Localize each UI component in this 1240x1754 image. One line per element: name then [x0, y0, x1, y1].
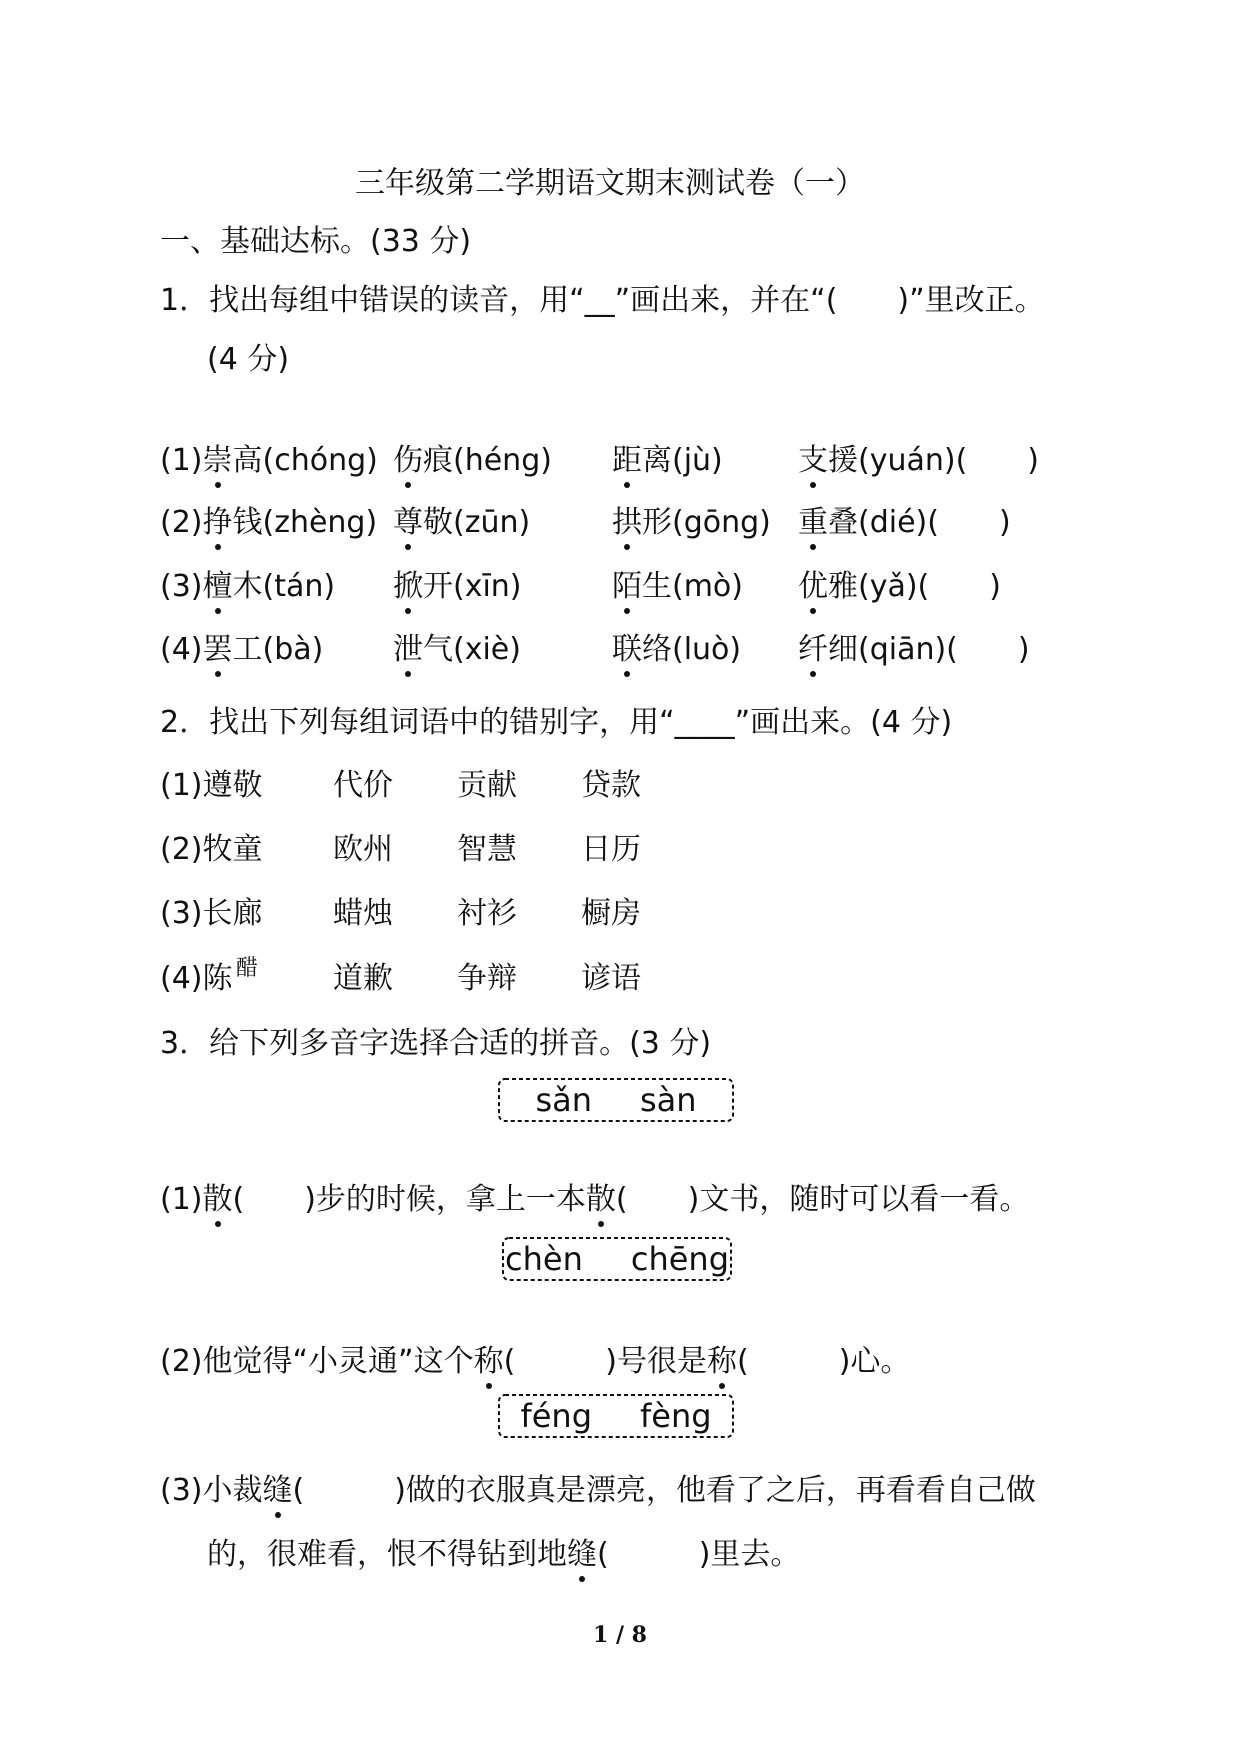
marked-char: 缝 [567, 1529, 597, 1573]
word-item: 谚语 [581, 961, 641, 996]
q3-sentence-2 [160, 1336, 910, 1380]
marked-char: 伤 [393, 435, 423, 479]
pinyin-item [612, 624, 741, 668]
sentence-text: 的，很难看，恨不得钻到地 [207, 1537, 567, 1572]
sentence-text: ( )做的衣服真是漂亮，他看了之后，再看看自己做 [292, 1473, 1036, 1508]
marked-char: 罢 [203, 624, 233, 668]
pinyin-text: 开(xīn) [423, 569, 522, 604]
sentence-number: (1) [160, 1182, 203, 1217]
pinyin-text: 高(chóng) [232, 443, 378, 478]
row-number: (2) [160, 505, 203, 540]
pinyin-item [393, 435, 552, 479]
marked-char: 重 [798, 497, 828, 541]
sentence-text: ( )步的时候，拿上一本 [232, 1182, 586, 1217]
pinyin-item [160, 561, 335, 605]
marked-char: 支 [798, 435, 828, 479]
q1-stem: 1．找出每组中错误的读音，用“__”画出来，并在“( )”里改正。 [160, 283, 1045, 318]
sentence-text: (3)小裁 [160, 1473, 263, 1508]
pinyin-text: 形(gōng) [642, 505, 771, 540]
pinyin-item [160, 435, 378, 479]
word-item: (1)遵敬 [160, 768, 263, 803]
row-number: (3) [160, 569, 203, 604]
marked-char: 掀 [393, 561, 423, 605]
pinyin-text: 离(jù) [642, 443, 723, 478]
pinyin-item [393, 561, 522, 605]
q3-sentence-3a [160, 1465, 1036, 1509]
pinyin-text: 气(xiè) [423, 632, 521, 667]
pinyin-item [798, 561, 1001, 605]
word-item: 橱房 [581, 896, 641, 931]
pinyin-option: chēng [630, 1240, 729, 1278]
word-item: 代价 [333, 768, 393, 803]
q1-score: (4 分) [207, 342, 290, 377]
word-item: 日历 [581, 832, 641, 867]
pinyin-option: sàn [640, 1081, 697, 1119]
row-number: (4) [160, 632, 203, 667]
word-item: 欧州 [333, 832, 393, 867]
pinyin-text: 敬(zūn) [423, 505, 531, 540]
pinyin-item [160, 497, 377, 541]
marked-char: 缝 [263, 1465, 293, 1509]
pinyin-text: 叠(dié)( ) [828, 505, 1011, 540]
word-item: (4)陈 [160, 961, 233, 996]
word-item: 智慧 [457, 832, 517, 867]
marked-char: 优 [798, 561, 828, 605]
marked-char: 挣 [203, 497, 233, 541]
pinyin-text: 生(mò) [642, 569, 743, 604]
page-title: 三年级第二学期语文期末测试卷（一） [355, 166, 865, 201]
q3-sentence-3b [207, 1529, 800, 1573]
pinyin-item [393, 624, 521, 668]
word-item: 贡献 [457, 768, 517, 803]
pinyin-text: 雅(yǎ)( ) [828, 569, 1001, 604]
sentence-text: ( )文书，随时可以看一看。 [615, 1182, 1030, 1217]
pinyin-box-3 [496, 1392, 736, 1440]
marked-char: 距 [612, 435, 642, 479]
marked-char: 泄 [393, 624, 423, 668]
pinyin-text: 工(bà) [232, 632, 324, 667]
marked-char: 拱 [612, 497, 642, 541]
pinyin-option: fèng [640, 1397, 712, 1435]
sentence-text: (2)他觉得“小灵通”这个 [160, 1344, 474, 1379]
row-number: (1) [160, 443, 203, 478]
word-item: 衬衫 [457, 896, 517, 931]
pinyin-item [612, 561, 743, 605]
pinyin-text: 细(qiān)( ) [828, 632, 1030, 667]
marked-char: 联 [612, 624, 642, 668]
marked-char: 散 [586, 1174, 616, 1218]
small-char: 醋 [236, 956, 259, 981]
pinyin-item [160, 624, 323, 668]
word-item: 争辩 [457, 961, 517, 996]
q3-stem: 3．给下列多音字选择合适的拼音。(3 分) [160, 1026, 712, 1061]
marked-char: 称 [707, 1336, 737, 1380]
pinyin-item [798, 435, 1039, 479]
pinyin-option: chèn [505, 1240, 583, 1278]
marked-char: 檀 [203, 561, 233, 605]
marked-char: 陌 [612, 561, 642, 605]
pinyin-item [612, 497, 771, 541]
marked-char: 崇 [203, 435, 233, 479]
pinyin-item [393, 497, 530, 541]
pinyin-text: 络(luò) [642, 632, 742, 667]
word-item: (3)长廊 [160, 896, 263, 931]
pinyin-text: 木(tán) [232, 569, 336, 604]
marked-char: 尊 [393, 497, 423, 541]
pinyin-option: sǎn [535, 1081, 592, 1119]
word-item: 道歉 [333, 961, 393, 996]
pinyin-option: féng [520, 1397, 592, 1435]
word-item: 贷款 [581, 768, 641, 803]
pinyin-item [612, 435, 723, 479]
page-number: 1 / 8 [593, 1622, 647, 1648]
sentence-text: ( )心。 [737, 1344, 911, 1379]
marked-char: 纤 [798, 624, 828, 668]
pinyin-box-2 [500, 1235, 734, 1283]
marked-char: 散 [203, 1174, 233, 1218]
sentence-text: ( )号很是 [503, 1344, 708, 1379]
pinyin-item [798, 497, 1011, 541]
word-item: 蜡烛 [333, 896, 393, 931]
wavy-border [496, 1076, 736, 1124]
word-item: (2)牧童 [160, 832, 263, 867]
sentence-text: ( )里去。 [597, 1537, 801, 1572]
pinyin-text: 钱(zhèng) [232, 505, 378, 540]
pinyin-box-1 [496, 1076, 736, 1124]
pinyin-text: 痕(héng) [423, 443, 552, 478]
pinyin-item [798, 624, 1030, 668]
q3-sentence-1 [160, 1174, 1029, 1218]
q2-stem: 2．找出下列每组词语中的错别字，用“____”画出来。(4 分) [160, 705, 953, 740]
section-heading: 一、基础达标。(33 分) [160, 224, 472, 259]
pinyin-text: 援(yuán)( ) [828, 443, 1039, 478]
marked-char: 称 [474, 1336, 504, 1380]
